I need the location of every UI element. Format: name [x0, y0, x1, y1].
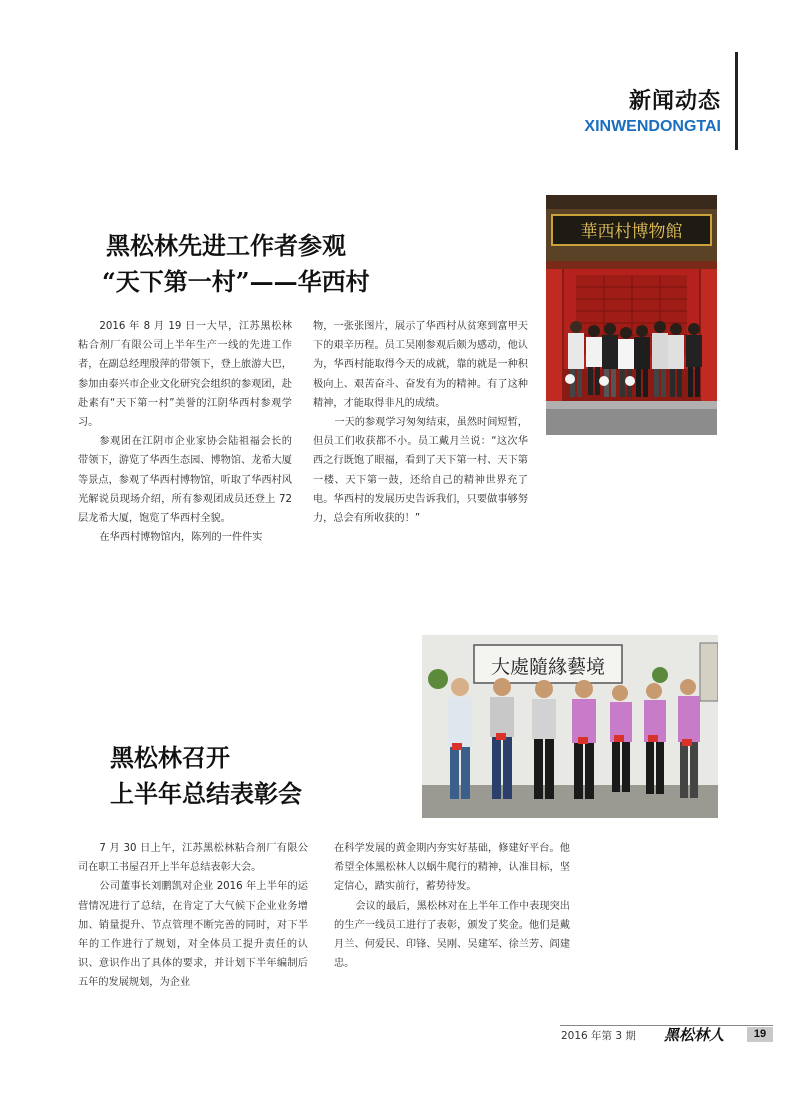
magazine-logo	[664, 1026, 742, 1042]
article2-title	[110, 740, 302, 812]
section-subtitle: XINWENDONGTAI	[584, 118, 721, 135]
article2-paragraph-continued: 在科学发展的黄金期内夯实好基础，修建好平台。他希望全体黑松林人以蜗牛爬行的精神，认准目标，坚定信心，踏实前行，蓄势待发。	[334, 843, 570, 893]
svg-text:黑松林人: 黑松林人	[664, 1026, 725, 1042]
article2-title-line1: 黑松林召开	[110, 743, 230, 772]
article1-title-line2: “天下第一村”——华西村	[102, 267, 370, 296]
article1-paragraph: 参观团在江阴市企业家协会陆祖福会长的带领下，游览了华西生态园、博物馆、龙希大厦等景点，参观了华西村博物馆，听取了华西村风光解说员现场介绍，所有参观团成员还登上 72 层龙希大厦，饱览了华西村全貌。	[78, 436, 292, 525]
article2-paragraph: 公司董事长刘鹏凯对企业 2016 年上半年的运营情况进行了总结，在肯定了大气候下企业业务增加、销量提升、节点管理不断完善的同时，对下半年的工作进行了规划，对全体员工提升责任的认识、意识作出了具体的要求，并计划下半年编制后五年的发展规划，为企业	[78, 881, 308, 989]
article1-title	[102, 228, 370, 300]
article1-column-left	[78, 317, 292, 547]
award-ceremony-group-photo	[422, 635, 718, 818]
section-title: 新闻动态	[628, 89, 721, 114]
svg-text:大處隨緣藝境: 大處隨緣藝境	[490, 656, 606, 678]
article2-paragraph: 7 月 30 日上午，江苏黑松林粘合剂厂有限公司在职工书屋召开上半年总结表彰大会。	[78, 843, 308, 874]
page-number: 19	[747, 1027, 773, 1042]
article2-paragraph: 会议的最后，黑松林对在上半年工作中表现突出的生产一线员工进行了表彰，颁发了奖金。他们是戴月兰、何爱民、印锋、吴刚、吴建军、徐兰芳、阎建忠。	[334, 900, 570, 970]
article1-paragraph: 2016 年 8 月 19 日一大早，江苏黑松林粘合剂厂有限公司上半年生产一线的先进工作者，在副总经理殷萍的带领下，登上旅游大巴，参加由泰兴市企业文化研究会组织的参观团，赴赴素有“天下第一村”美誉的江阴华西村参观学习。	[78, 321, 292, 429]
article2-column-left	[78, 839, 308, 993]
article2-photo	[422, 635, 718, 818]
article1-paragraph: 在华西村博物馆内，陈列的一件件实	[99, 532, 263, 544]
article1-photo	[546, 195, 717, 435]
article1-paragraph-continued: 物，一张张图片，展示了华西村从贫寒到富甲天下的艰辛历程。员工吴刚参观后颇为感动，他认为，华西村能取得今天的成就，靠的就是一种积极向上、艰苦奋斗、奋发有为的精神。有了这种精神，才能取得非凡的成绩。	[313, 321, 528, 409]
article1-column-right	[313, 317, 528, 528]
svg-text:華西村博物館: 華西村博物館	[580, 222, 683, 242]
article2-column-right	[334, 839, 570, 973]
issue-label: 2016 年第 3 期	[561, 1030, 636, 1042]
huaxi-museum-group-photo	[546, 195, 717, 435]
article1-paragraph: 一天的参观学习匆匆结束，虽然时间短暂，但员工们收获都不小。员工戴月兰说：“这次华西之行既饱了眼福，看到了天下第一村、天下第一楼、天下第一鼓，还给自己的精神世界充了电。华西村的发展历史告诉我们，只要做事够努力，总会有所收获的！”	[313, 417, 528, 525]
section-divider	[735, 52, 738, 150]
article1-title-line1: 黑松林先进工作者参观	[106, 231, 346, 260]
article2-title-line2: 上半年总结表彰会	[110, 779, 302, 808]
